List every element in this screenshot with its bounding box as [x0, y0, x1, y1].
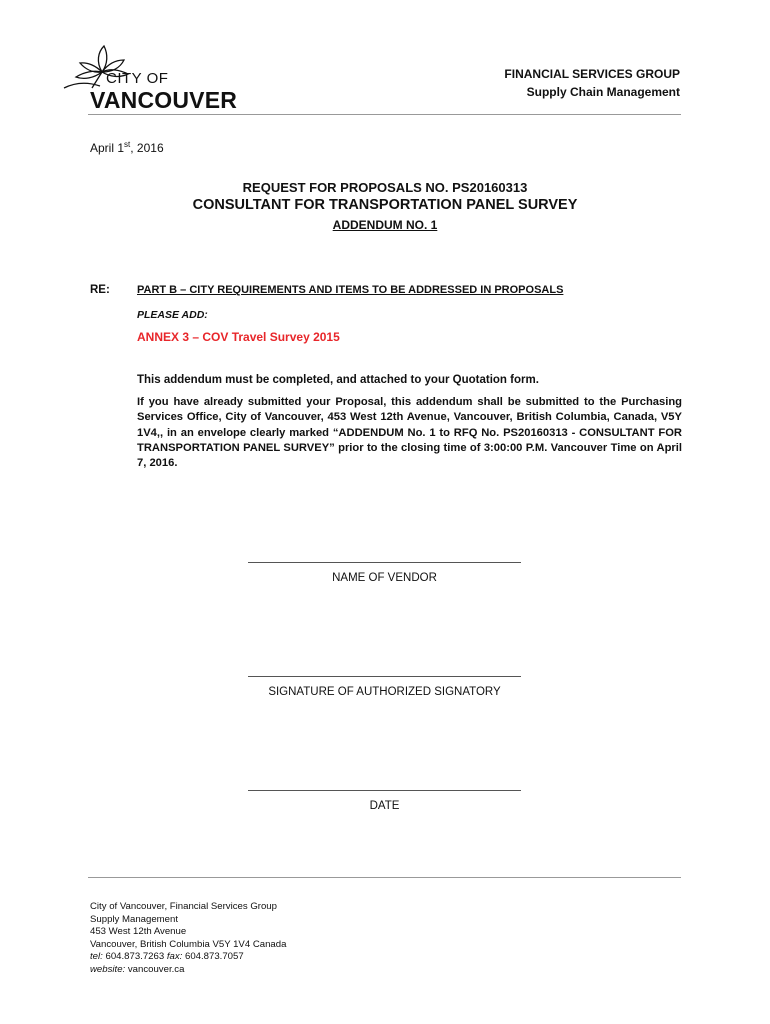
addendum-number: ADDENDUM NO. 1	[332, 218, 438, 232]
annex-item: ANNEX 3 – COV Travel Survey 2015	[137, 330, 340, 344]
city-of-vancouver-logo	[62, 44, 252, 118]
addendum-note: This addendum must be completed, and attached to your Quotation form.	[137, 374, 539, 386]
date-ordinal: st	[124, 140, 131, 149]
fax-label: fax:	[166, 951, 183, 963]
header-group: FINANCIAL SERVICES GROUP	[504, 67, 680, 81]
tel-label: tel:	[90, 951, 103, 963]
footer-website	[90, 964, 286, 977]
vendor-name-label: NAME OF VENDOR	[332, 572, 437, 584]
letter-date	[90, 140, 164, 155]
footer-divider	[88, 877, 681, 878]
date-year: , 2016	[130, 141, 164, 155]
please-add-label: PLEASE ADD:	[137, 309, 208, 321]
submission-instructions: If you have already submitted your Proposal, this addendum shall be submitted to the Purchasing Services Office, City of Vancouver, 453 West 12th Avenue, Vancouver, British Columbia, Canada, V5Y 1V4,, in an envelope clearly marked “ADDENDUM No. 1 to RFQ No. PS20160313 - CONSULTANT FOR TRANSPORTATION PANEL SURVEY” prior to the closing time of 3:00:00 P.M. Vancouver Time on April 7, 2016.	[137, 396, 682, 470]
footer-contact	[90, 951, 286, 964]
vendor-name-line[interactable]	[248, 562, 521, 563]
re-label: RE:	[90, 284, 110, 296]
date-label: DATE	[369, 800, 400, 812]
header-dept: Supply Chain Management	[526, 85, 680, 99]
footer-line-street: 453 West 12th Avenue	[90, 926, 187, 938]
footer-line-city: Vancouver, British Columbia V5Y 1V4 Canada	[90, 938, 287, 950]
date-month: April 1	[90, 141, 125, 155]
footer-address	[90, 901, 286, 977]
website-link[interactable]: vancouver.ca	[127, 963, 185, 975]
document-title: CONSULTANT FOR TRANSPORTATION PANEL SURVEY	[192, 197, 578, 213]
fax-number: 604.873.7057	[184, 951, 244, 963]
part-heading: PART B – CITY REQUIREMENTS AND ITEMS TO BE ADDRESSED IN PROPOSALS	[137, 284, 564, 296]
tel-number: 604.873.7263	[105, 951, 165, 963]
footer-line-dept: Supply Management	[90, 913, 178, 925]
logo-vancouver-text: VANCOUVER	[90, 87, 238, 113]
rfp-number: REQUEST FOR PROPOSALS NO. PS20160313	[242, 180, 528, 195]
logo-city-text: CITY OF	[106, 70, 169, 87]
date-line[interactable]	[248, 790, 521, 791]
signature-label: SIGNATURE OF AUTHORIZED SIGNATORY	[268, 686, 501, 698]
signature-line[interactable]	[248, 676, 521, 677]
website-label: website:	[90, 963, 126, 975]
footer-line-org: City of Vancouver, Financial Services Group	[90, 901, 277, 912]
header-divider	[88, 114, 681, 115]
department-header	[504, 65, 680, 101]
